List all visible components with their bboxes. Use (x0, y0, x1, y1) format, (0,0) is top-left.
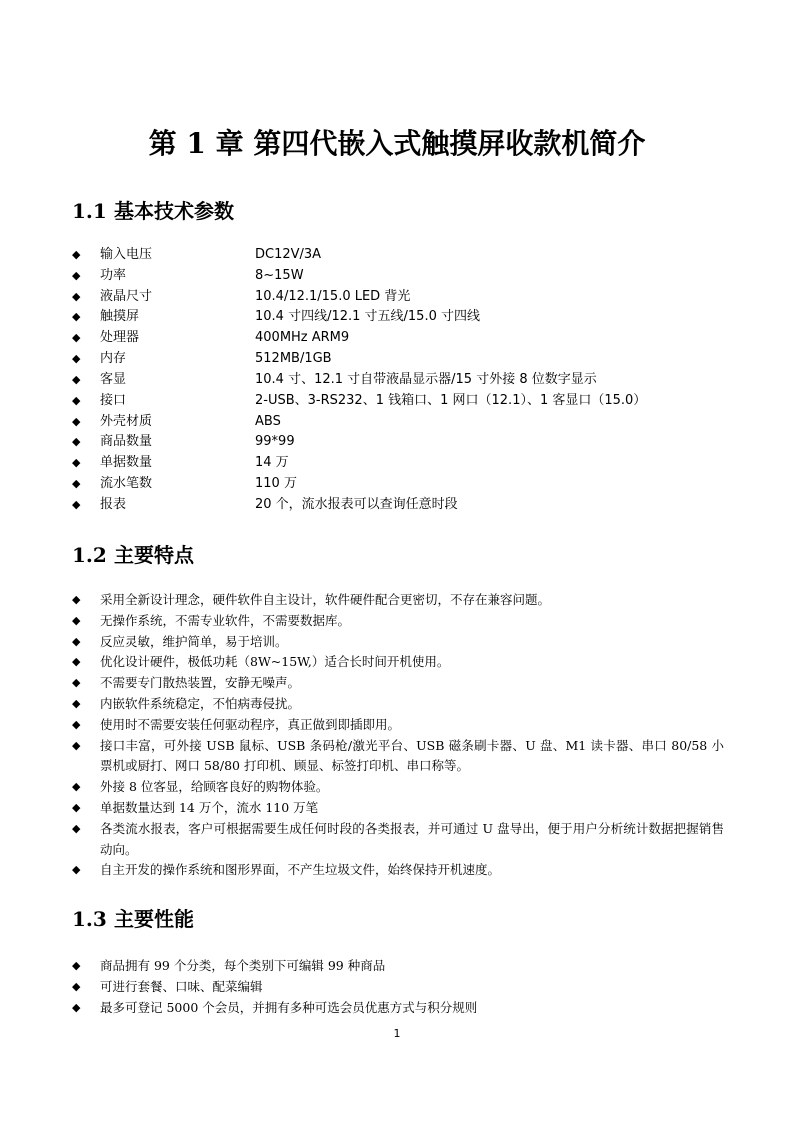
section-number: 1.3 (72, 907, 107, 931)
spec-label: 商品数量 (100, 434, 153, 450)
spec-item (72, 245, 646, 266)
spec-value: 110 万 (255, 476, 297, 492)
diamond-bullet-icon: ◆ (72, 393, 81, 407)
diamond-bullet-icon: ◆ (72, 800, 81, 814)
feature-item (72, 652, 724, 673)
spec-item (72, 328, 646, 349)
spec-label: 功率 (100, 267, 127, 283)
feature-text: 内嵌软件系统稳定，不怕病毒侵扰。 (100, 695, 301, 711)
section-heading-features (72, 541, 194, 569)
performance-item (72, 956, 724, 977)
spec-list (72, 245, 646, 516)
section-number: 1.2 (72, 543, 107, 567)
diamond-bullet-icon: ◆ (72, 655, 81, 669)
spec-value: 512MB/1GB (255, 351, 332, 367)
feature-text: 不需要专门散热装置，安静无噪声。 (100, 675, 301, 691)
feature-item (72, 777, 724, 798)
spec-item (72, 287, 646, 308)
section-heading-performance (72, 905, 194, 933)
diamond-bullet-icon: ◆ (72, 435, 81, 449)
feature-item (72, 590, 724, 611)
spec-item (72, 432, 646, 453)
performance-item (72, 998, 724, 1019)
diamond-bullet-icon: ◆ (72, 696, 81, 710)
section-title: 主要特点 (114, 543, 194, 567)
feature-text: 采用全新设计理念，硬件软件自主设计，软件硬件配合更密切，不存在兼容问题。 (100, 592, 551, 607)
diamond-bullet-icon: ◆ (72, 717, 81, 731)
spec-item (72, 453, 646, 474)
diamond-bullet-icon: ◆ (72, 676, 81, 690)
feature-item (72, 632, 724, 653)
page-number: 1 (393, 1027, 401, 1040)
spec-label: 液晶尺寸 (100, 288, 153, 304)
feature-item (72, 611, 724, 632)
performance-text: 商品拥有 99 个分类，每个类别下可编辑 99 种商品 (100, 958, 386, 973)
chapter-title: 第 1 章 第四代嵌入式触摸屏收款机简介 (148, 127, 646, 160)
diamond-bullet-icon: ◆ (72, 863, 81, 877)
diamond-bullet-icon: ◆ (72, 959, 81, 972)
diamond-bullet-icon: ◆ (72, 593, 81, 606)
spec-value: 10.4 寸四线/12.1 寸五线/15.0 寸四线 (255, 309, 480, 325)
feature-text: 单据数量达到 14 万个，流水 110 万笔 (100, 799, 319, 815)
spec-label: 输入电压 (100, 247, 153, 262)
spec-value: 2-USB、3-RS232、1 钱箱口、1 网口（12.1）、1 客显口（15.0） (255, 392, 647, 408)
feature-text: 无操作系统，不需专业软件，不需要数据库。 (100, 612, 351, 628)
feature-text: 各类流水报表，客户可根据需要生成任何时段的各类报表，并可通过 U 盘导出，便于用户分析统计数据把握销售动向。 (100, 820, 724, 857)
spec-item (72, 495, 646, 516)
spec-label: 报表 (100, 496, 127, 512)
performance-item (72, 977, 724, 998)
feature-item (72, 715, 724, 736)
spec-item (72, 391, 646, 412)
spec-item (72, 349, 646, 370)
spec-item (72, 412, 646, 433)
diamond-bullet-icon: ◆ (72, 372, 81, 386)
performance-list (72, 956, 724, 1018)
diamond-bullet-icon: ◆ (72, 289, 81, 303)
section-title: 主要性能 (114, 907, 194, 931)
spec-label: 触摸屏 (100, 309, 140, 325)
feature-item (72, 694, 724, 715)
spec-label: 内存 (100, 351, 127, 367)
spec-label: 流水笔数 (100, 476, 153, 492)
feature-item (72, 736, 724, 778)
diamond-bullet-icon: ◆ (72, 634, 81, 648)
spec-label: 单据数量 (100, 455, 153, 471)
spec-value: DC12V/3A (255, 247, 322, 262)
diamond-bullet-icon: ◆ (72, 248, 81, 261)
spec-label: 客显 (100, 371, 127, 387)
spec-item (72, 307, 646, 328)
spec-item (72, 370, 646, 391)
feature-text: 自主开发的操作系统和图形界面，不产生垃圾文件，始终保持开机速度。 (100, 862, 501, 878)
diamond-bullet-icon: ◆ (72, 414, 81, 428)
feature-text: 反应灵敏，维护简单，易于培训。 (100, 633, 288, 649)
spec-item (72, 266, 646, 287)
diamond-bullet-icon: ◆ (72, 497, 81, 511)
spec-value: 10.4 寸、12.1 寸自带液晶显示器/15 寸外接 8 位数字显示 (255, 371, 597, 387)
spec-value: 20 个，流水报表可以查询任意时段 (255, 496, 458, 512)
diamond-bullet-icon: ◆ (72, 1000, 81, 1014)
performance-text: 最多可登记 5000 个会员，并拥有多种可选会员优惠方式与积分规则 (100, 999, 478, 1015)
diamond-bullet-icon: ◆ (72, 268, 81, 282)
spec-label: 处理器 (100, 330, 140, 346)
section-heading-specs (72, 197, 234, 225)
feature-item (72, 673, 724, 694)
spec-value: ABS (255, 413, 281, 429)
diamond-bullet-icon: ◆ (72, 613, 81, 627)
spec-value: 14 万 (255, 455, 289, 471)
diamond-bullet-icon: ◆ (72, 477, 81, 491)
diamond-bullet-icon: ◆ (72, 821, 81, 835)
feature-item (72, 798, 724, 819)
spec-value: 99*99 (255, 434, 295, 450)
diamond-bullet-icon: ◆ (72, 310, 81, 324)
feature-item (72, 819, 724, 861)
spec-label: 接口 (100, 392, 127, 408)
feature-list (72, 590, 724, 881)
diamond-bullet-icon: ◆ (72, 352, 81, 366)
spec-value: 8~15W (255, 267, 304, 283)
performance-text: 可进行套餐、口味、配菜编辑 (100, 978, 263, 994)
spec-value: 400MHz ARM9 (255, 330, 350, 346)
feature-item (72, 860, 724, 881)
section-title: 基本技术参数 (114, 199, 234, 223)
spec-item (72, 474, 646, 495)
feature-text: 使用时不需要安装任何驱动程序，真正做到即插即用。 (100, 716, 401, 732)
section-number: 1.1 (72, 199, 107, 223)
diamond-bullet-icon: ◆ (72, 738, 81, 752)
feature-text: 外接 8 位客显，给顾客良好的购物体验。 (100, 779, 329, 795)
diamond-bullet-icon: ◆ (72, 979, 81, 993)
feature-text: 优化设计硬件，极低功耗（8W~15W,）适合长时间开机使用。 (100, 654, 450, 670)
diamond-bullet-icon: ◆ (72, 331, 81, 345)
feature-text: 接口丰富，可外接 USB 鼠标、USB 条码枪/激光平台、USB 磁条刷卡器、U 盘、M1 读卡器、串口 80/58 小票机或厨打、网口 58/80 打印机、顾显、标签打印机、串口称等。 (100, 737, 724, 774)
diamond-bullet-icon: ◆ (72, 456, 81, 470)
spec-label: 外壳材质 (100, 413, 153, 429)
spec-value: 10.4/12.1/15.0 LED 背光 (255, 288, 411, 304)
diamond-bullet-icon: ◆ (72, 780, 81, 794)
